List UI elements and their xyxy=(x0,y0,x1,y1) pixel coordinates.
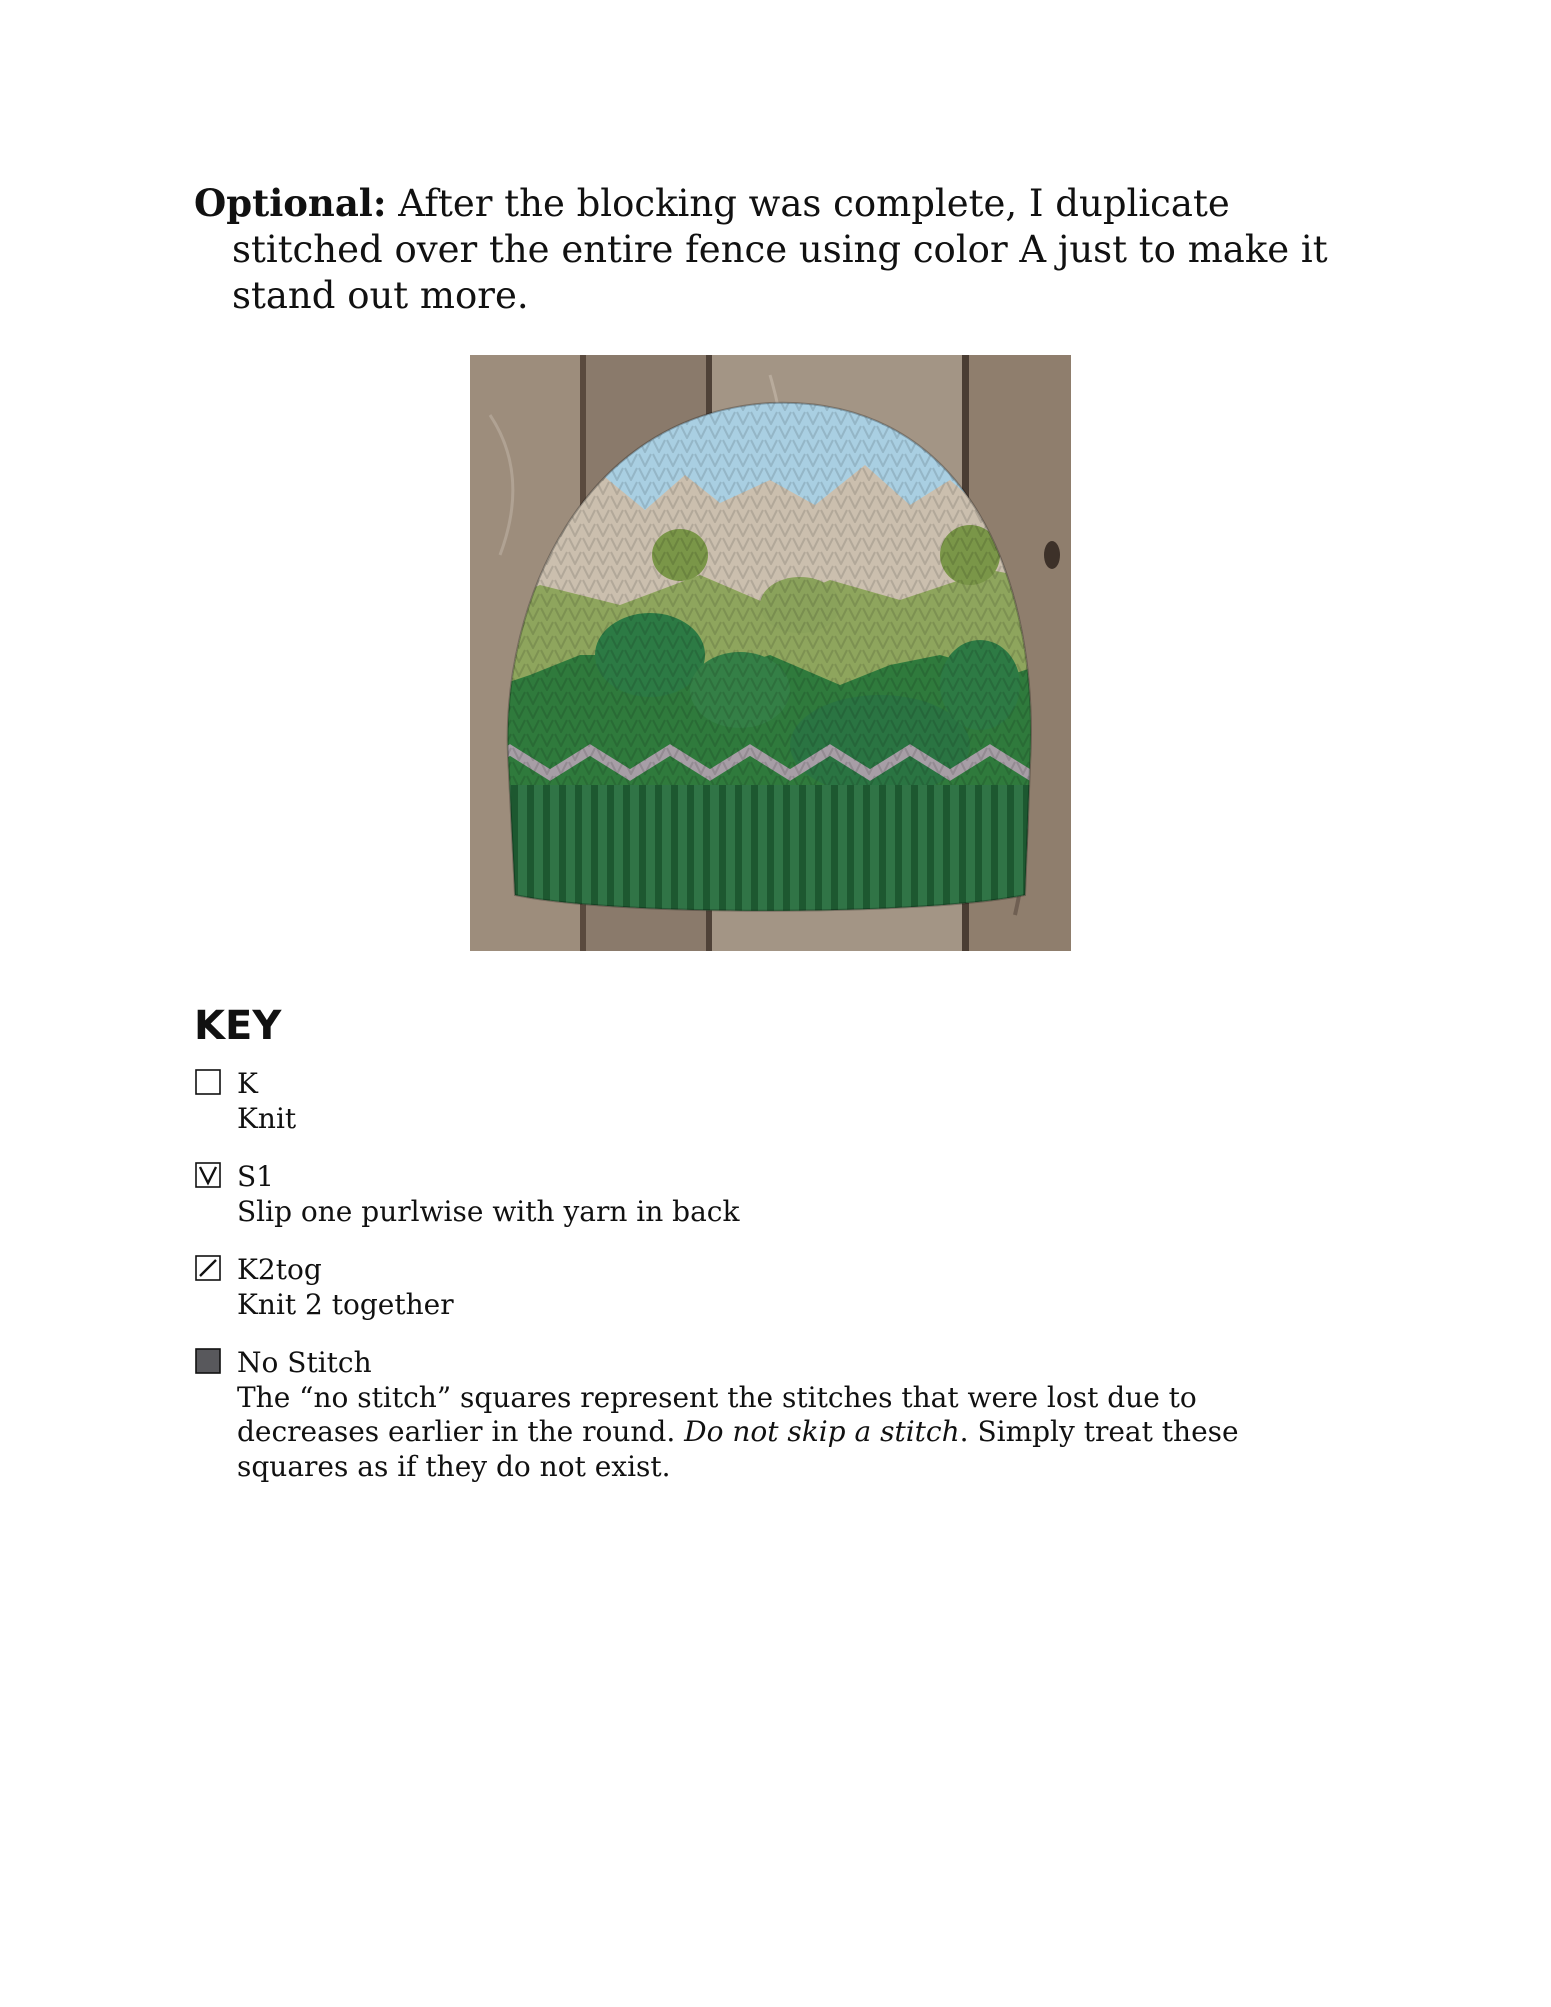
key-term: K2tog xyxy=(237,1253,322,1286)
optional-text: After the blocking was complete, I duplicate stitched over the entire fence using color A just to make it stand out more. xyxy=(232,182,1328,317)
optional-note xyxy=(194,180,1392,319)
checked-square-icon xyxy=(195,1162,221,1188)
key-definition xyxy=(237,1381,1317,1485)
key-item-no-stitch xyxy=(194,1346,1397,1484)
slash-square-icon xyxy=(195,1255,221,1281)
key-item-knit xyxy=(194,1067,296,1136)
optional-label: Optional: xyxy=(194,181,387,225)
key-term: No Stitch xyxy=(237,1346,372,1379)
key-item-k2tog xyxy=(194,1253,454,1322)
empty-square-icon xyxy=(195,1069,221,1095)
definition-start: The “no stitch” squares represent the stitches that were lost due to decreases earlier in the round. xyxy=(237,1380,1197,1448)
key-definition: Knit 2 together xyxy=(237,1287,454,1321)
knitted-hat-photo xyxy=(470,355,1071,951)
filled-square-icon xyxy=(195,1348,221,1374)
key-term: K xyxy=(237,1067,258,1100)
definition-emphasis: Do not skip a stitch xyxy=(684,1415,960,1448)
key-heading: KEY xyxy=(194,1003,282,1049)
key-item-slip xyxy=(194,1160,739,1229)
hat-illustration xyxy=(470,355,1071,951)
definition-end: . Simply treat these squares as if they do not exist. xyxy=(237,1415,1239,1483)
key-definition: Knit xyxy=(237,1101,297,1135)
key-definition: Slip one purlwise with yarn in back xyxy=(237,1194,740,1228)
key-term: S1 xyxy=(237,1160,274,1193)
